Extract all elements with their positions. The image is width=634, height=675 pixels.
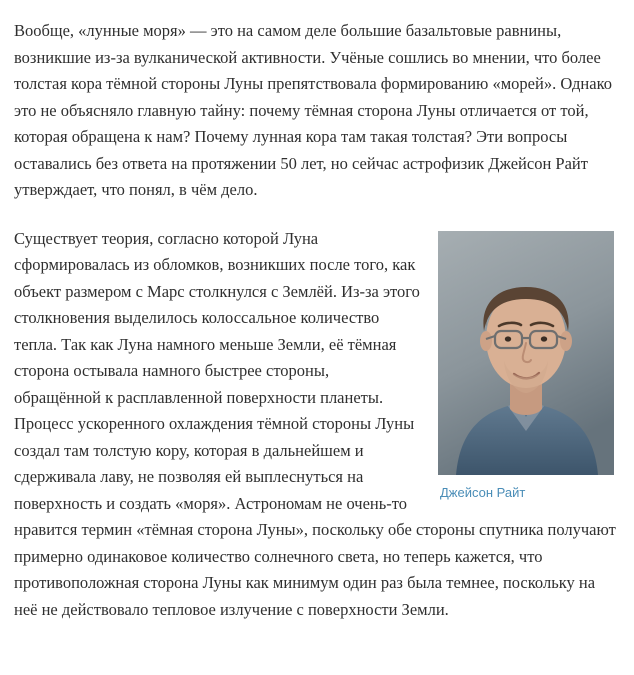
portrait-photo bbox=[438, 231, 614, 475]
figure-caption: Джейсон Райт bbox=[440, 484, 526, 500]
figure-portrait bbox=[438, 231, 614, 502]
article-paragraph-body: Существует теория, согласно которой Луна сформировалась из обломков, возникших после того, как объект размером с Марс столкнулся с Землёй. Из-за этого столкновения выделилось колоссальное количество тепла. Так как Луна намного меньше Земли, её тёмная сторона остывала намного быстрее стороны, обращённой к расплавленной поверхности планеты. Процесс ускоренного охлаждения тёмной стороны Луны создал там толстую кору, которая в дальнейшем и сдерживала лаву, не позволяя ей выплеснуться на поверхность и создать «моря». Астрономам не очень-то нравится термин «тёмная сторона Луны», поскольку обе стороны спутника получают примерно одинаковое количество солнечного света, но теперь кажется, что противоположная сторона Луны как минимум один раз была темнее, поскольку на неё не действовало тепловое излучение с поверхности Земли. bbox=[14, 228, 616, 619]
article-body-with-figure bbox=[14, 226, 620, 638]
article-paragraph-intro: Вообще, «лунные моря» — это на самом деле большие базальтовые равнины, возникшие из-за вулканической активности. Учёные сошлись во мнении, что более толстая кора тёмной стороны Луны препятствовала формированию «морей». Однако это не объясняло главную тайну: почему тёмная сторона Луны отличается от той, которая обращена к нам? Почему лунная кора там такая толстая? Эти вопросы оставались без ответа на протяжении 50 лет, но сейчас астрофизик Джейсон Райт утверждает, что понял, в чём дело. bbox=[14, 21, 613, 199]
